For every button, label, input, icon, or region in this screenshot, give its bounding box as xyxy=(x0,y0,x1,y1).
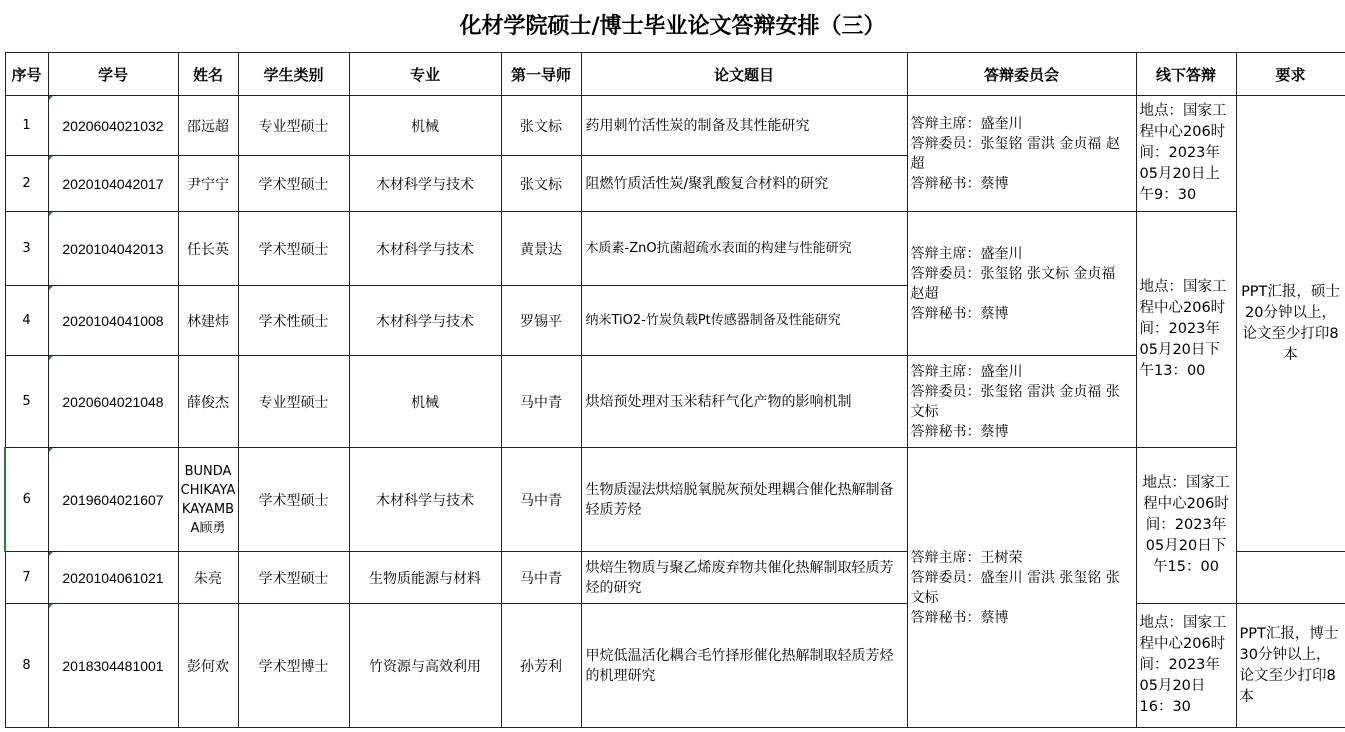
header-offline: 线下答辩 xyxy=(1136,53,1236,96)
row-major: 机械 xyxy=(349,356,501,448)
table-row xyxy=(5,212,1345,286)
committee-cell xyxy=(907,448,1136,728)
row-topic: 阻燃竹质活性炭/聚乳酸复合材料的研究 xyxy=(581,156,907,212)
offline-cell: 地点：国家工程中心206时间：2023年05月20日上午9：30 xyxy=(1136,96,1236,212)
row-topic: 烘焙生物质与聚乙烯废弃物共催化热解制取轻质芳烃的研究 xyxy=(581,552,907,604)
committee-cell xyxy=(907,356,1136,448)
row-category: 学术性硕士 xyxy=(238,286,349,356)
row-major: 木材科学与技术 xyxy=(349,448,501,552)
row-topic: 纳米TiO2-竹炭负载Pt传感器制备及性能研究 xyxy=(581,286,907,356)
header-advisor: 第一导师 xyxy=(501,53,581,96)
row-advisor: 马中青 xyxy=(501,356,581,448)
row-student-id: 2020104061021 xyxy=(48,552,178,604)
row-name: BUNDA CHIKAYA KAYAMBA顾勇 xyxy=(178,448,238,552)
committee-chair: 答辩主席：盛奎川 xyxy=(910,363,1023,380)
row-name: 邵远超 xyxy=(178,96,238,156)
row-index: 8 xyxy=(5,604,48,728)
table-row xyxy=(5,448,1345,552)
header-topic: 论文题目 xyxy=(581,53,907,96)
row-name: 任长英 xyxy=(178,212,238,286)
row-name: 薛俊杰 xyxy=(178,356,238,448)
row-index: 1 xyxy=(5,96,48,156)
row-name: 林建炜 xyxy=(178,286,238,356)
row-student-id: 2020604021048 xyxy=(48,356,178,448)
row-major: 竹资源与高效利用 xyxy=(349,604,501,728)
committee-members: 答辩委员：张玺铭 雷洪 金贞福 张文标 xyxy=(910,383,1120,420)
requirement-cell: PPT汇报，硕士20分钟以上，论文至少打印8本 xyxy=(1236,96,1345,552)
committee-chair: 答辩主席：盛奎川 xyxy=(910,245,1023,262)
committee-secretary: 答辩秘书：蔡博 xyxy=(910,423,1009,440)
row-category: 学术型硕士 xyxy=(238,156,349,212)
row-major: 木材科学与技术 xyxy=(349,156,501,212)
committee-cell xyxy=(907,212,1136,356)
row-major: 生物质能源与材料 xyxy=(349,552,501,604)
row-advisor: 马中青 xyxy=(501,448,581,552)
committee-chair: 答辩主席：王树荣 xyxy=(910,549,1023,566)
committee-secretary: 答辩秘书：蔡博 xyxy=(910,609,1009,626)
row-topic: 木质素-ZnO抗菌超疏水表面的构建与性能研究 xyxy=(581,212,907,286)
row-index: 4 xyxy=(5,286,48,356)
row-topic: 甲烷低温活化耦合毛竹择形催化热解制取轻质芳烃的机理研究 xyxy=(581,604,907,728)
committee-secretary: 答辩秘书：蔡博 xyxy=(910,175,1009,192)
row-index: 2 xyxy=(5,156,48,212)
row-category: 学术型硕士 xyxy=(238,212,349,286)
row-student-id: 2019604021607 xyxy=(48,448,178,552)
header-major: 专业 xyxy=(349,53,501,96)
row-name: 尹宁宁 xyxy=(178,156,238,212)
header-name: 姓名 xyxy=(178,53,238,96)
defense-schedule-table xyxy=(4,52,1345,728)
table-header-row xyxy=(5,53,1345,96)
row-name: 彭何欢 xyxy=(178,604,238,728)
row-advisor: 张文标 xyxy=(501,96,581,156)
offline-cell: 地点：国家工程中心206时间：2023年05月20日下午13：00 xyxy=(1136,212,1236,448)
committee-members: 答辩委员：张玺铭 雷洪 金贞福 赵超 xyxy=(910,135,1120,172)
row-topic: 生物质湿法烘焙脱氧脱灰预处理耦合催化热解制备轻质芳烃 xyxy=(581,448,907,552)
table-row xyxy=(5,604,1345,728)
row-major: 机械 xyxy=(349,96,501,156)
committee-cell xyxy=(907,96,1136,212)
row-student-id: 2018304481001 xyxy=(48,604,178,728)
header-index: 序号 xyxy=(5,53,48,96)
row-category: 学术型硕士 xyxy=(238,552,349,604)
row-topic: 药用刺竹活性炭的制备及其性能研究 xyxy=(581,96,907,156)
row-advisor: 马中青 xyxy=(501,552,581,604)
row-index: 6 xyxy=(5,448,48,552)
row-index: 5 xyxy=(5,356,48,448)
row-advisor: 张文标 xyxy=(501,156,581,212)
row-major: 木材科学与技术 xyxy=(349,286,501,356)
row-student-id: 2020104042017 xyxy=(48,156,178,212)
header-committee: 答辩委员会 xyxy=(907,53,1136,96)
committee-members: 答辩委员：张玺铭 张文标 金贞福 赵超 xyxy=(910,265,1116,302)
row-index: 7 xyxy=(5,552,48,604)
committee-chair: 答辩主席：盛奎川 xyxy=(910,115,1023,132)
header-student-id: 学号 xyxy=(48,53,178,96)
row-advisor: 罗锡平 xyxy=(501,286,581,356)
offline-cell: 地点：国家工程中心206时间：2023年05月20日下午15：00 xyxy=(1136,448,1236,604)
committee-secretary: 答辩秘书：蔡博 xyxy=(910,305,1009,322)
row-student-id: 2020604021032 xyxy=(48,96,178,156)
row-topic: 烘焙预处理对玉米秸秆气化产物的影响机制 xyxy=(581,356,907,448)
offline-cell: 地点：国家工程中心206时间：2023年05月20日16：30 xyxy=(1136,604,1236,728)
header-category: 学生类别 xyxy=(238,53,349,96)
row-index: 3 xyxy=(5,212,48,286)
row-category: 专业型硕士 xyxy=(238,356,349,448)
committee-members: 答辩委员：盛奎川 雷洪 张玺铭 张文标 xyxy=(910,569,1120,606)
row-advisor: 黄景达 xyxy=(501,212,581,286)
table-row xyxy=(5,96,1345,156)
row-category: 学术型博士 xyxy=(238,604,349,728)
header-requirement: 要求 xyxy=(1236,53,1345,96)
row-major: 木材科学与技术 xyxy=(349,212,501,286)
row-student-id: 2020104041008 xyxy=(48,286,178,356)
row-category: 专业型硕士 xyxy=(238,96,349,156)
requirement-cell: PPT汇报，博士30分钟以上，论文至少打印8本 xyxy=(1236,604,1345,728)
row-advisor: 孙芳利 xyxy=(501,604,581,728)
page-title: 化材学院硕士/博士毕业论文答辩安排（三） xyxy=(459,13,886,39)
row-student-id: 2020104042013 xyxy=(48,212,178,286)
row-category: 学术型硕士 xyxy=(238,448,349,552)
row-name: 朱亮 xyxy=(178,552,238,604)
